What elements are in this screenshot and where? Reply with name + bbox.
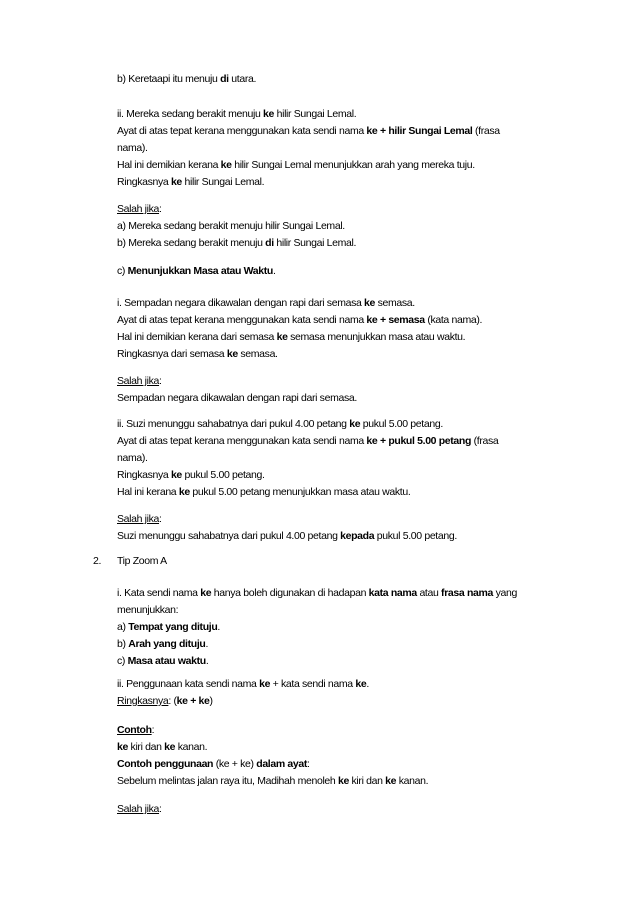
- line: [117, 693, 557, 710]
- line: [117, 235, 557, 252]
- line: [117, 619, 557, 636]
- text: Sebelum melintas jalan raya itu, Madihah menoleh: [117, 775, 338, 787]
- line: [117, 312, 557, 329]
- list-item-title-block: [117, 553, 557, 570]
- bold-text: ke + pukul 5.00 petang: [366, 435, 472, 447]
- line: [117, 528, 557, 545]
- text: b): [117, 638, 129, 650]
- line: [117, 756, 557, 773]
- text: hilir Sungai Lemal.: [274, 108, 357, 120]
- salah-jika-heading: [117, 511, 557, 528]
- line: [117, 433, 557, 450]
- text: :: [151, 724, 155, 736]
- example-b-line: [117, 71, 557, 88]
- text: kiri dan: [127, 741, 165, 753]
- text: i. Sempadan negara dikawalan dengan rapi dari semasa: [117, 297, 365, 309]
- bold-text: ke: [263, 108, 275, 120]
- bold-text: ke: [349, 418, 361, 430]
- text: atau: [416, 587, 442, 599]
- salah-jika-heading: [117, 201, 557, 218]
- line: [117, 653, 557, 670]
- underlined-text: Salah jika: [117, 513, 160, 525]
- bold-text: ke: [259, 678, 271, 690]
- text: pukul 5.00 petang menunjukkan masa atau waktu.: [189, 486, 411, 498]
- bold-text: frasa nama: [441, 587, 493, 599]
- contoh-block: [117, 722, 557, 790]
- bold-text: kata nama: [368, 587, 417, 599]
- list-number: 2.: [93, 555, 102, 567]
- line: [117, 295, 557, 312]
- line: menunjukkan:: [117, 604, 179, 616]
- text: ii. Suzi menunggu sahabatnya dari pukul 4.00 petang: [117, 418, 350, 430]
- text: ii. Mereka sedang berakit menuju: [117, 108, 264, 120]
- text: .: [205, 655, 209, 667]
- bold-text: Arah yang dituju: [128, 638, 206, 650]
- text: semasa menunjukkan masa atau waktu.: [287, 331, 466, 343]
- salah-jika-block: [117, 511, 557, 545]
- salah-jika-block: [117, 373, 557, 407]
- text: kanan.: [396, 775, 429, 787]
- salah-jika-block: [117, 201, 557, 252]
- text: Ayat di atas tepat kerana menggunakan kata sendi nama: [117, 125, 367, 137]
- subheading-c: [117, 263, 557, 280]
- text: hilir Sungai Lemal.: [273, 237, 357, 249]
- bold-text: ke: [170, 176, 182, 188]
- text: kiri dan: [348, 775, 386, 787]
- text: Suzi menunggu sahabatnya dari pukul 4.00 petang: [117, 530, 341, 542]
- line: [117, 636, 557, 653]
- text: Ayat di atas tepat kerana menggunakan kata sendi nama: [117, 314, 367, 326]
- text: .: [217, 621, 220, 633]
- salah-jika-heading: [117, 373, 557, 390]
- text: a): [117, 621, 129, 633]
- text: .: [272, 265, 276, 277]
- text: :: [159, 203, 162, 215]
- text: hilir Sungai Lemal.: [181, 176, 265, 188]
- bold-underlined-text: Contoh: [117, 724, 152, 736]
- bold-text: dalam ayat: [256, 758, 308, 770]
- text: :: [159, 803, 162, 815]
- bold-text: ke: [226, 348, 238, 360]
- text: semasa.: [237, 348, 278, 360]
- line: [117, 773, 557, 790]
- line: [117, 585, 557, 602]
- example-ii-suzi-block: [117, 416, 557, 501]
- bold-text: ke: [364, 297, 376, 309]
- line: Sempadan negara dikawalan dengan rapi dari semasa.: [117, 392, 357, 404]
- text: Hal ini demikian kerana dari semasa: [117, 331, 277, 343]
- bold-text: kepada: [340, 530, 375, 542]
- example-i-block: [117, 295, 557, 363]
- bold-text: ke: [200, 587, 212, 599]
- bold-text: di: [220, 73, 229, 85]
- bold-text: ke: [276, 331, 288, 343]
- bold-text: Tempat yang dituju: [128, 621, 218, 633]
- text: pukul 5.00 petang.: [374, 530, 457, 542]
- line: [117, 106, 557, 123]
- bold-text: Menunjukkan Masa atau Waktu: [127, 265, 273, 277]
- bold-text: ke: [178, 486, 190, 498]
- underlined-text: Salah jika: [117, 803, 160, 815]
- underlined-text: Ringkasnya: [117, 695, 169, 707]
- bold-text: ke: [220, 159, 232, 171]
- text: b) Mereka sedang berakit menuju: [117, 237, 266, 249]
- line: [117, 739, 557, 756]
- salah-jika-block: [117, 801, 557, 818]
- bold-text: ke: [164, 741, 176, 753]
- text: Ayat di atas tepat kerana menggunakan kata sendi nama: [117, 435, 367, 447]
- bold-text: ke: [170, 469, 182, 481]
- text: :: [307, 758, 310, 770]
- text: :: [159, 513, 162, 525]
- line: [117, 467, 557, 484]
- line: [117, 329, 557, 346]
- bold-text: di: [265, 237, 274, 249]
- bold-text: Contoh penggunaan: [117, 758, 214, 770]
- underlined-text: Salah jika: [117, 203, 160, 215]
- text: :: [159, 375, 162, 387]
- text: b) Keretaapi itu menuju: [117, 73, 221, 85]
- text: kanan.: [175, 741, 208, 753]
- text: (ke + ke): [213, 758, 257, 770]
- text: (kata nama).: [424, 314, 483, 326]
- text: c): [117, 265, 128, 277]
- text: ii. Penggunaan kata sendi nama: [117, 678, 260, 690]
- salah-jika-heading: [117, 801, 557, 818]
- text: semasa.: [375, 297, 415, 309]
- text: pukul 5.00 petang.: [181, 469, 265, 481]
- subheading-c-block: [117, 263, 557, 280]
- text: Hal ini kerana: [117, 486, 179, 498]
- text: .: [205, 638, 209, 650]
- bold-text: Masa atau waktu: [127, 655, 206, 667]
- contoh-heading: [117, 722, 557, 739]
- text: + kata sendi nama: [270, 678, 356, 690]
- line: [117, 346, 557, 363]
- text: pukul 5.00 petang.: [360, 418, 443, 430]
- bold-text: ke: [337, 775, 349, 787]
- text: .: [366, 678, 369, 690]
- line: [117, 416, 557, 433]
- bold-text: ke: [355, 678, 367, 690]
- underlined-text: Salah jika: [117, 375, 160, 387]
- text: hilir Sungai Lemal menunjukkan arah yang mereka tuju.: [231, 159, 475, 171]
- line: [117, 484, 557, 501]
- line: [117, 123, 557, 140]
- line: [117, 157, 557, 174]
- bold-text: ke + hilir Sungai Lemal: [366, 125, 473, 137]
- text: (frasa: [472, 125, 500, 137]
- text: Ringkasnya: [117, 469, 171, 481]
- text: i. Kata sendi nama: [117, 587, 201, 599]
- line: [117, 676, 557, 693]
- text: c): [117, 655, 128, 667]
- text: yang: [493, 587, 517, 599]
- line: nama).: [117, 142, 148, 154]
- bold-text: ke + semasa: [366, 314, 425, 326]
- text: Ringkasnya: [117, 176, 171, 188]
- bold-text: ke: [117, 741, 128, 753]
- example-b-block: [117, 71, 557, 88]
- text: ): [209, 695, 213, 707]
- text: Ringkasnya dari semasa: [117, 348, 227, 360]
- text: Hal ini demikian kerana: [117, 159, 221, 171]
- tip-ii-block: [117, 676, 557, 710]
- bold-text: ke + ke: [176, 695, 210, 707]
- line: [117, 174, 557, 191]
- text: utara.: [228, 73, 257, 85]
- text: : (: [168, 695, 177, 707]
- text: (frasa: [471, 435, 499, 447]
- list-item-title: Tip Zoom A: [117, 555, 167, 567]
- line: nama).: [117, 452, 148, 464]
- example-ii-block: [117, 106, 557, 191]
- text: hanya boleh digunakan di hadapan: [211, 587, 369, 599]
- bold-text: ke: [385, 775, 397, 787]
- tip-i-block: [117, 585, 557, 670]
- line: a) Mereka sedang berakit menuju hilir Sungai Lemal.: [117, 220, 345, 232]
